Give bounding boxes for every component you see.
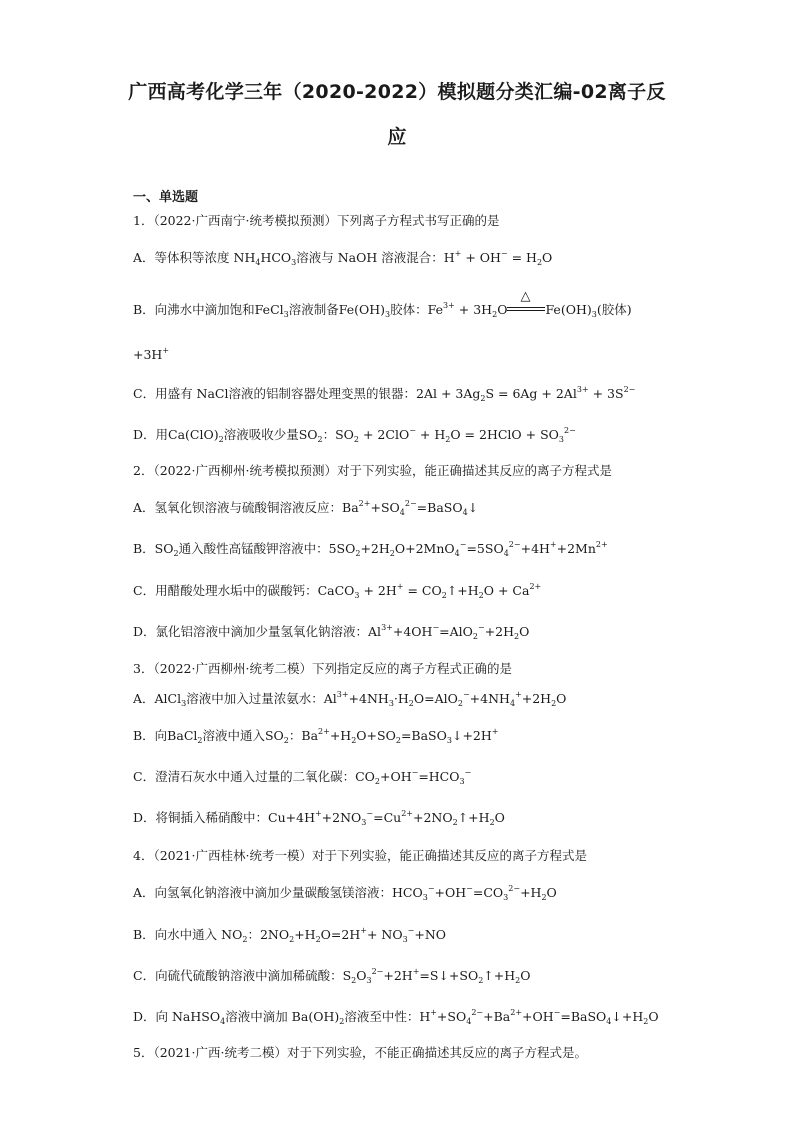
q1-option-d: D．用$Ca(ClO)_2$溶液吸收少量$SO_2$：$SO_2 + 2ClO^- + H_2O$ = 2HClO + $SO_3^{2-}$: [133, 426, 576, 444]
section-heading: 一、单选题: [133, 190, 199, 205]
q3-option-a: A．AlCl$_3$溶液中加入过量浓氨水：$Al^{3+}+4NH_3\cdot H_2O=AlO_2^-+4NH_4^++2H_2O$: [133, 690, 567, 708]
q4-option-b: B．向水中通入 $NO_2$：$2NO_2+H_2O=2H^++ NO_3^-+NO$: [133, 926, 447, 944]
q3-option-d: D．将铜插入稀硝酸中：$Cu+4H^++2NO_3^-=Cu^{2+}+2NO_2↑+H_2O$: [133, 809, 505, 827]
q4-stem: 4．（2021·广西桂林·统考一模）对于下列实验，能正确描述其反应的离子方程式是: [133, 848, 587, 863]
document-title: [110, 70, 684, 160]
q1-option-b-continued: +3H+: [133, 346, 170, 362]
q2-option-b: B．$SO_2$通入酸性高锰酸钾溶液中：$5SO_2+2H_2O+2MnO_4^-=5SO_4^{2-}+4H^++2Mn^{2+}$: [133, 540, 608, 558]
q2-option-d: D．氯化铝溶液中滴加少量氢氧化钠溶液：$Al^{3+}+4OH^-=AlO_2^-+2H_2O$: [133, 623, 530, 641]
q3-option-c: C．澄清石灰水中通入过量的二氧化碳：$CO_2+OH^-=HCO_3^-$: [133, 768, 472, 786]
q2-option-a: A．氢氧化钡溶液与硫酸铜溶液反应：$Ba^{2+}+SO_4^{2-}=BaSO_4↓$: [133, 499, 479, 517]
title-line-2: 应: [387, 126, 407, 148]
q4-option-c: C．向硫代硫酸钠溶液中滴加稀硫酸：$S_2O_3^{2-}+2H^+=S↓+SO_2↑+H_2O$: [133, 967, 531, 985]
q3-stem: 3．（2022·广西柳州·统考二模）下列指定反应的离子方程式正确的是: [133, 661, 512, 676]
q2-stem: 2．（2022·广西柳州·统考模拟预测）对于下列实验，能正确描述其反应的离子方程式是: [133, 463, 612, 478]
title-line-1: 广西高考化学三年（2020-2022）模拟题分类汇编-02离子反: [128, 81, 666, 103]
delta-icon: △: [520, 289, 531, 304]
q1-option-a: A．等体积等浓度 $NH_4HCO_3$溶液与 NaOH 溶液混合：$H^+ + OH^- = H_2O$: [133, 249, 553, 267]
heating-equals-sign: [507, 289, 545, 316]
q4-option-d: D．向 NaHSO$_4$溶液中滴加 $Ba(OH)_2$溶液至中性：$H^++SO_4^{2-}+Ba^{2+}+OH^-=BaSO_4↓+H_2O$: [133, 1008, 659, 1026]
q3-option-b: B．向BaCl$_2$溶液中通入$SO_2$：$Ba^{2+}+H_2O+SO_2=BaSO_3↓+2H^+$: [133, 727, 499, 745]
q1-option-b: B．向沸水中滴加饱和FeCl$_3$溶液制备$Fe(OH)_3$胶体：$Fe^{3+} + 3H_2O$ △ $Fe(OH)_3$(胶体): [133, 289, 632, 319]
q5-stem: 5．（2021·广西·统考二模）对于下列实验，不能正确描述其反应的离子方程式是。: [133, 1045, 587, 1060]
q1-option-c: C．用盛有 NaCl溶液的铝制容器处理变黑的银器：$2Al + 3Ag_2S = 6Ag + 2Al^{3+} + 3S^{2-}$: [133, 385, 636, 403]
q1-stem: 1．（2022·广西南宁·统考模拟预测）下列离子方程式书写正确的是: [133, 213, 500, 228]
q2-option-c: C．用醋酸处理水垢中的碳酸钙：CaCO$_3$ + $2H^+ = CO_2↑+H_2O + Ca^{2+}$: [133, 582, 542, 600]
q4-option-a: A．向氢氧化钠溶液中滴加少量碳酸氢镁溶液：$HCO_3^-+OH^-=CO_3^{2-}+H_2O$: [133, 884, 557, 902]
